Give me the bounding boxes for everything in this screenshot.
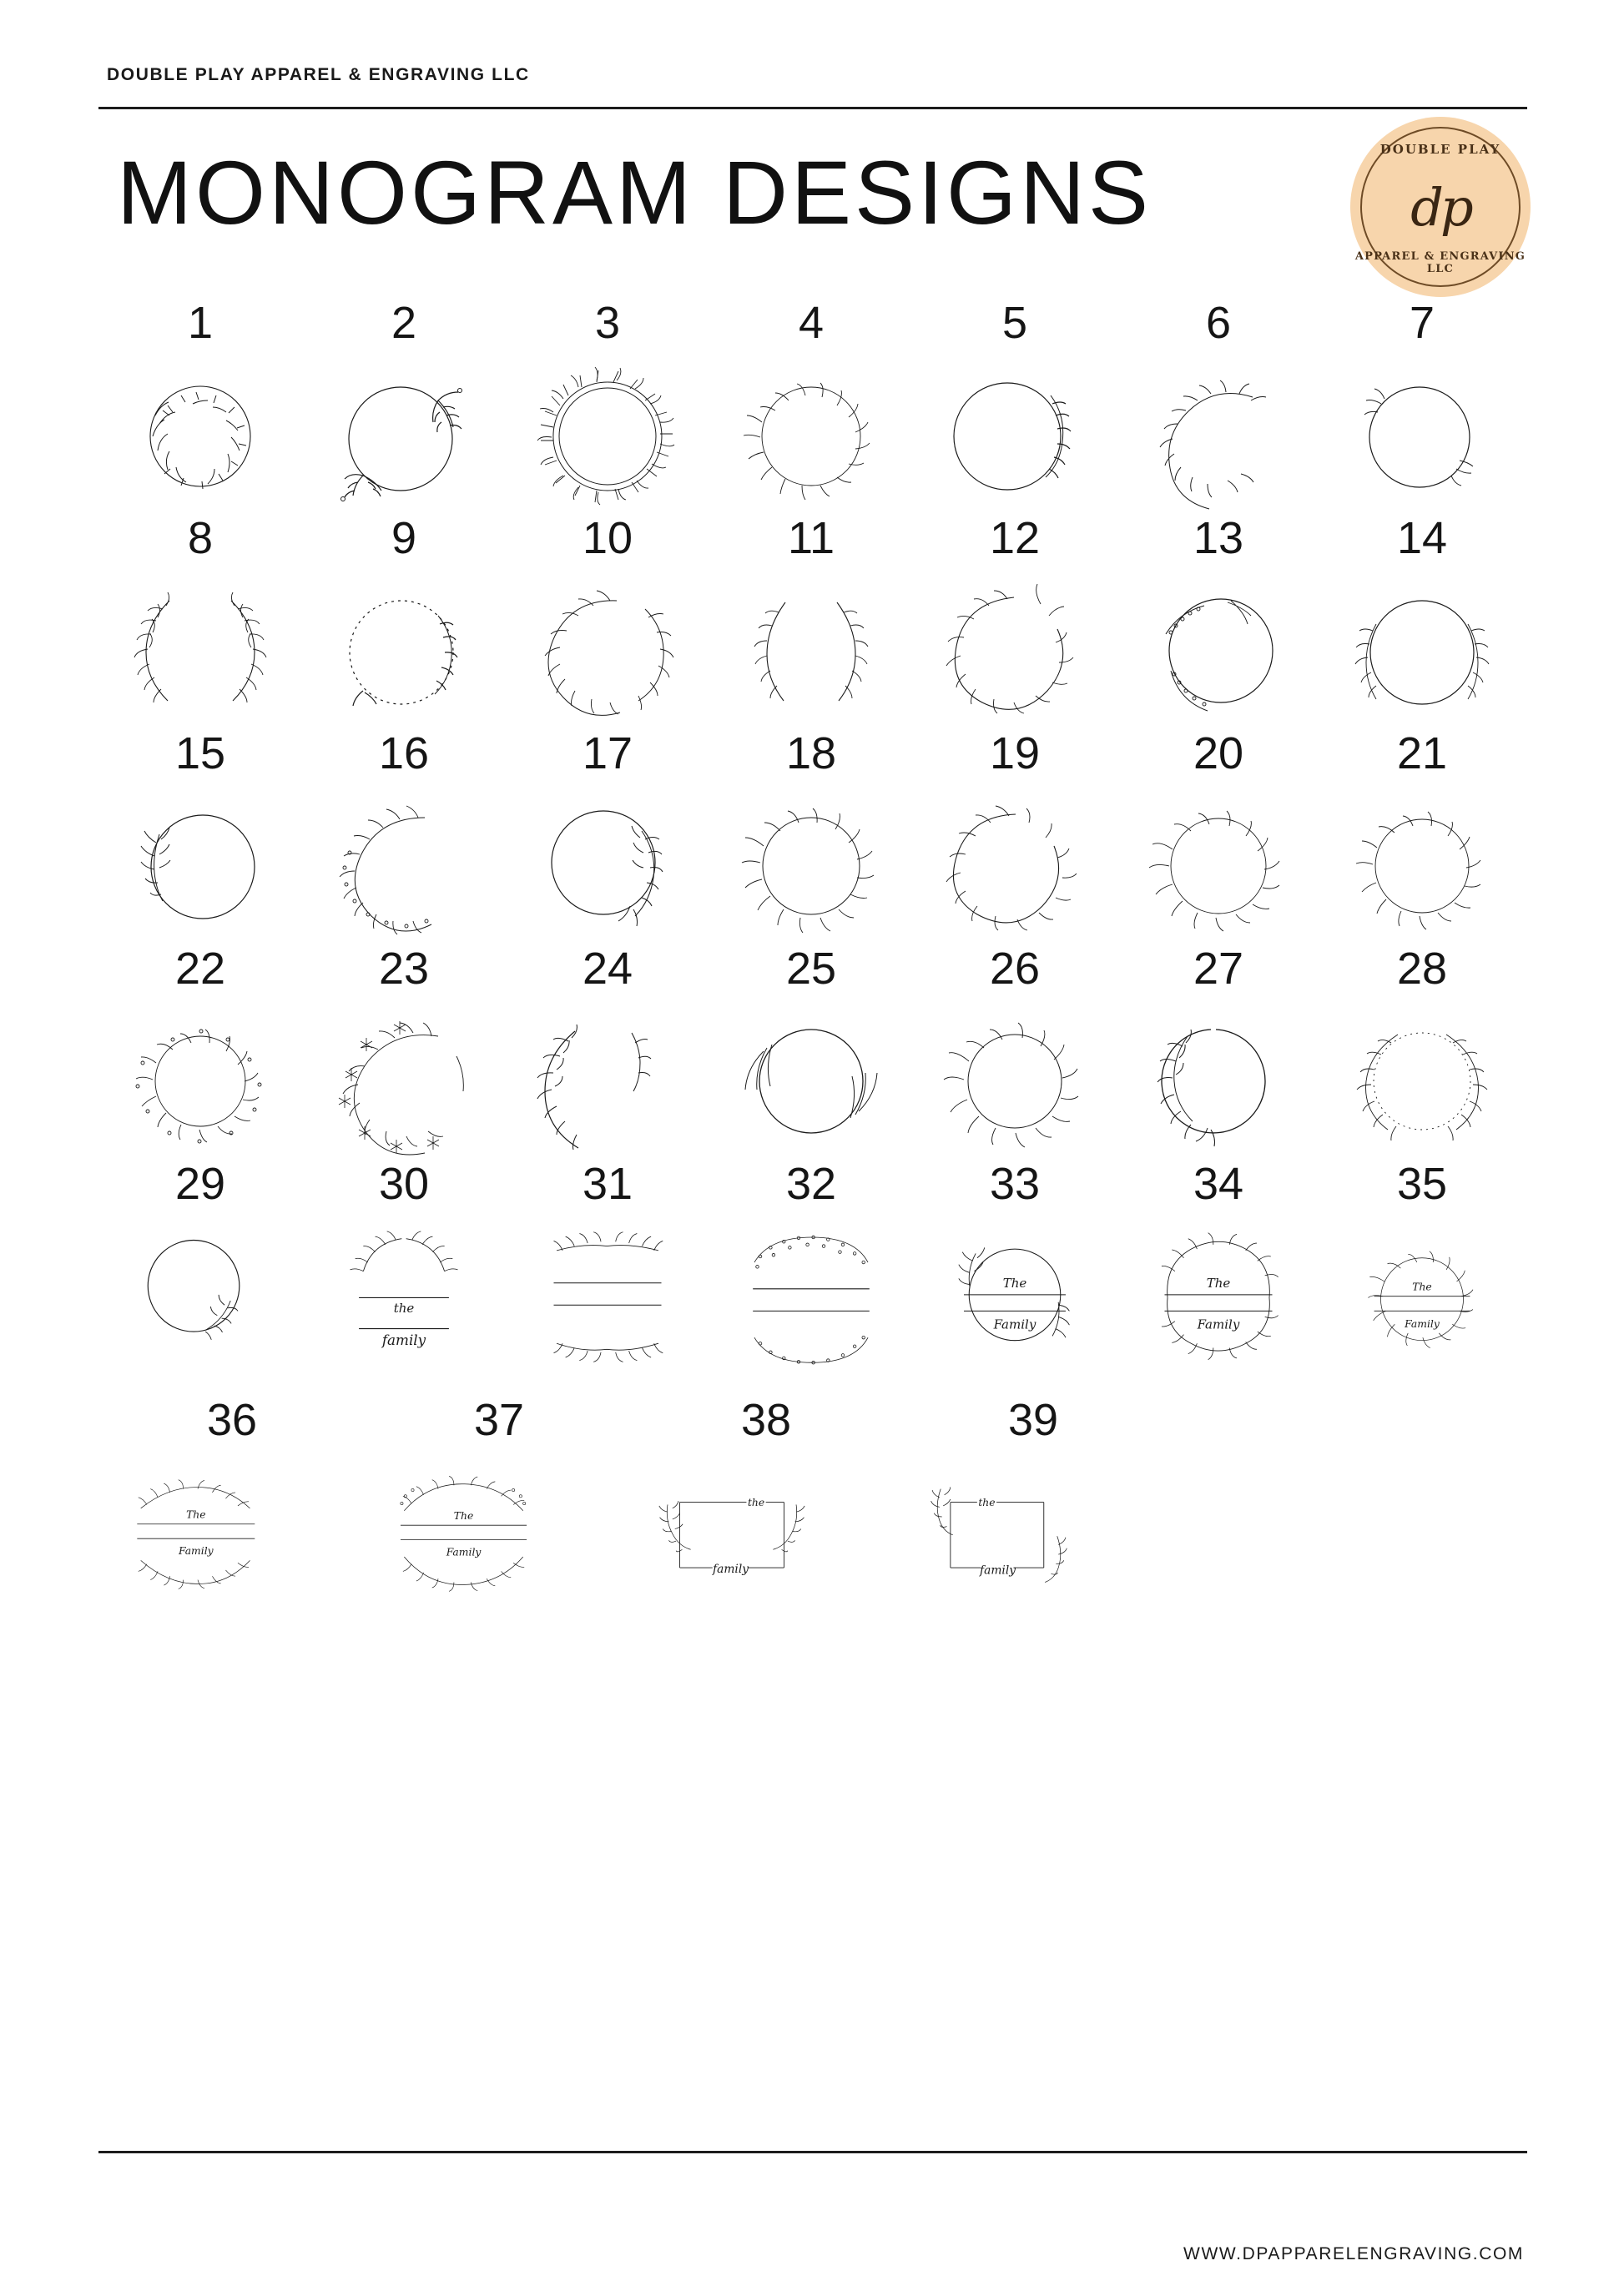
design-item-33[interactable] (913, 1161, 1117, 1397)
design-number: 10 (582, 513, 633, 563)
split-branch-plain-art (517, 1218, 699, 1397)
logo-arc-bottom-text: APPAREL & ENGRAVING LLC (1354, 250, 1526, 275)
design-number: 13 (1193, 513, 1244, 563)
design-item-8[interactable] (98, 513, 302, 731)
split-family-text: Family (993, 1317, 1036, 1332)
design-number: 14 (1396, 513, 1448, 563)
design-item-38[interactable] (633, 1397, 900, 1634)
design-number: 35 (1396, 1159, 1448, 1209)
split-family-text: family (980, 1563, 1016, 1578)
design-number: 29 (174, 1159, 226, 1209)
design-row (98, 300, 1527, 516)
laurel-pair-art (109, 572, 291, 731)
split-the-text: The (1206, 1276, 1231, 1292)
design-item-17[interactable] (506, 728, 709, 946)
design-number: 2 (391, 298, 417, 348)
split-the-text: the (747, 1496, 765, 1508)
frame-corner-the-family-art (908, 1454, 1158, 1634)
split-the-text: The (1002, 1276, 1027, 1292)
design-number: 27 (1193, 944, 1244, 994)
header-divider (98, 107, 1527, 109)
design-item-36[interactable] (98, 1397, 366, 1634)
circle-long-leaves-art (720, 1003, 902, 1161)
design-item-4[interactable] (709, 300, 913, 516)
design-item-26[interactable] (913, 946, 1117, 1161)
split-laurel-the-family-art (313, 1218, 495, 1397)
design-item-1[interactable] (98, 300, 302, 516)
logo-arc-top-text: DOUBLE PLAY (1379, 142, 1501, 157)
design-item-31[interactable] (506, 1161, 709, 1397)
design-number: 9 (391, 513, 417, 563)
split-the-text: The (186, 1508, 206, 1521)
wreath-star-floral-art (313, 1003, 495, 1161)
design-item-11[interactable] (709, 513, 913, 731)
company-logo-badge (1350, 117, 1531, 297)
design-item-37[interactable] (366, 1397, 633, 1634)
design-item-20[interactable] (1117, 728, 1320, 946)
split-family-text: Family (1197, 1317, 1240, 1332)
circle-leaf-sides-art (1331, 572, 1513, 731)
design-item-22[interactable] (98, 946, 302, 1161)
design-number: 11 (787, 513, 835, 563)
split-family-text: Family (178, 1545, 214, 1558)
design-number: 38 (740, 1395, 792, 1445)
split-floral-the-family-art (374, 1454, 624, 1634)
design-item-21[interactable] (1320, 728, 1524, 946)
design-number: 5 (1001, 298, 1028, 348)
split-the-text: The (1412, 1281, 1432, 1293)
circle-side-leaves-art (924, 357, 1106, 516)
design-item-30[interactable] (302, 1161, 506, 1397)
design-item-32[interactable] (709, 1161, 913, 1397)
design-item-16[interactable] (302, 728, 506, 946)
design-number: 24 (582, 944, 633, 994)
footer-divider (98, 2151, 1527, 2153)
circle-sprig-top-art (313, 357, 495, 516)
split-family-text: family (381, 1332, 426, 1348)
design-number: 25 (785, 944, 837, 994)
half-wreath-open-art (1127, 357, 1309, 516)
design-number: 1 (187, 298, 214, 348)
design-number: 32 (785, 1159, 837, 1209)
designs-grid (98, 300, 1527, 1634)
design-number: 30 (378, 1159, 430, 1209)
split-the-text: The (453, 1509, 474, 1522)
design-number: 6 (1205, 298, 1232, 348)
frame-rect-the-family-art (641, 1454, 891, 1634)
circle-leaf-left-art (109, 788, 291, 946)
design-item-24[interactable] (506, 946, 709, 1161)
wreath-eucalyptus-art (924, 788, 1106, 946)
design-item-35[interactable] (1320, 1161, 1524, 1397)
design-number: 36 (206, 1395, 258, 1445)
split-family-text: family (713, 1562, 749, 1576)
circle-lavender-art (1127, 572, 1309, 731)
footer-website-url: WWW.DPAPPARELENGRAVING.COM (1183, 2244, 1524, 2263)
page-title: MONOGRAM DESIGNS (117, 142, 1152, 243)
design-number: 19 (989, 728, 1041, 778)
design-item-12[interactable] (913, 513, 1117, 731)
split-berry-plain-art (720, 1218, 902, 1397)
wreath-olive-open-art (517, 572, 699, 731)
design-item-39[interactable] (900, 1397, 1167, 1634)
wreath-feather-art (924, 1003, 1106, 1161)
wreath-double-leaf-art (720, 788, 902, 946)
circle-olive-left-art (1127, 1003, 1309, 1161)
design-number: 22 (174, 944, 226, 994)
design-number: 28 (1396, 944, 1448, 994)
design-number: 16 (378, 728, 430, 778)
design-item-29[interactable] (98, 1161, 302, 1397)
design-item-14[interactable] (1320, 513, 1524, 731)
design-number: 17 (582, 728, 633, 778)
design-number: 8 (187, 513, 214, 563)
leaf-pair-slim-art (720, 572, 902, 731)
wreath-berry-open-art (313, 788, 495, 946)
design-number: 23 (378, 944, 430, 994)
design-item-23[interactable] (302, 946, 506, 1161)
design-item-7[interactable] (1320, 300, 1524, 516)
design-row (98, 1397, 1527, 1634)
split-circle-the-family-art (924, 1218, 1106, 1397)
wreath-tiny-floral-art (109, 1003, 291, 1161)
design-item-34[interactable] (1117, 1161, 1320, 1397)
design-item-13[interactable] (1117, 513, 1320, 731)
design-number: 26 (989, 944, 1041, 994)
split-fine-the-family-art (1331, 1218, 1513, 1397)
design-item-19[interactable] (913, 728, 1117, 946)
design-number: 39 (1007, 1395, 1059, 1445)
design-number: 4 (798, 298, 825, 348)
wreath-vine-open-art (924, 572, 1106, 731)
design-item-2[interactable] (302, 300, 506, 516)
design-item-25[interactable] (709, 946, 913, 1161)
design-row (98, 1161, 1527, 1397)
circle-branch-right-art (517, 788, 699, 946)
split-wreath-the-family-art (1127, 1218, 1309, 1397)
circle-single-sprig-art (109, 1218, 291, 1397)
design-number: 12 (989, 513, 1041, 563)
design-item-6[interactable] (1117, 300, 1320, 516)
design-number: 3 (594, 298, 621, 348)
split-family-text: Family (1405, 1317, 1440, 1330)
dotted-circle-sprig-art (313, 572, 495, 731)
design-number: 15 (174, 728, 226, 778)
design-number: 7 (1409, 298, 1435, 348)
design-number: 20 (1193, 728, 1244, 778)
wreath-dotted-laurel-art (1331, 1003, 1513, 1161)
wreath-leafy-full-art (517, 357, 699, 516)
wreath-dense-circle-art (109, 357, 291, 516)
design-row (98, 946, 1527, 1161)
design-number: 21 (1396, 728, 1448, 778)
design-item-3[interactable] (506, 300, 709, 516)
split-family-text: Family (446, 1546, 482, 1558)
split-leafy-the-family-art (107, 1454, 357, 1634)
circle-small-sprigs-art (1331, 357, 1513, 516)
design-item-5[interactable] (913, 300, 1117, 516)
design-number: 34 (1193, 1159, 1244, 1209)
design-row (98, 728, 1527, 946)
design-number: 18 (785, 728, 837, 778)
design-number: 37 (473, 1395, 525, 1445)
wreath-fine-full-art (720, 357, 902, 516)
design-number: 31 (582, 1159, 633, 1209)
logo-monogram-text: dp (1410, 176, 1470, 238)
design-item-15[interactable] (98, 728, 302, 946)
design-item-27[interactable] (1117, 946, 1320, 1161)
split-the-text: the (393, 1301, 415, 1317)
wreath-soft-round-art (1331, 788, 1513, 946)
design-number: 33 (989, 1159, 1041, 1209)
design-item-18[interactable] (709, 728, 913, 946)
wreath-wispy-art (1127, 788, 1309, 946)
design-item-10[interactable] (506, 513, 709, 731)
design-item-9[interactable] (302, 513, 506, 731)
crescent-laurel-art (517, 1003, 699, 1161)
design-item-28[interactable] (1320, 946, 1524, 1161)
brand-line: DOUBLE PLAY APPAREL & ENGRAVING LLC (107, 65, 530, 84)
split-the-text: the (978, 1496, 996, 1508)
design-row (98, 513, 1527, 731)
